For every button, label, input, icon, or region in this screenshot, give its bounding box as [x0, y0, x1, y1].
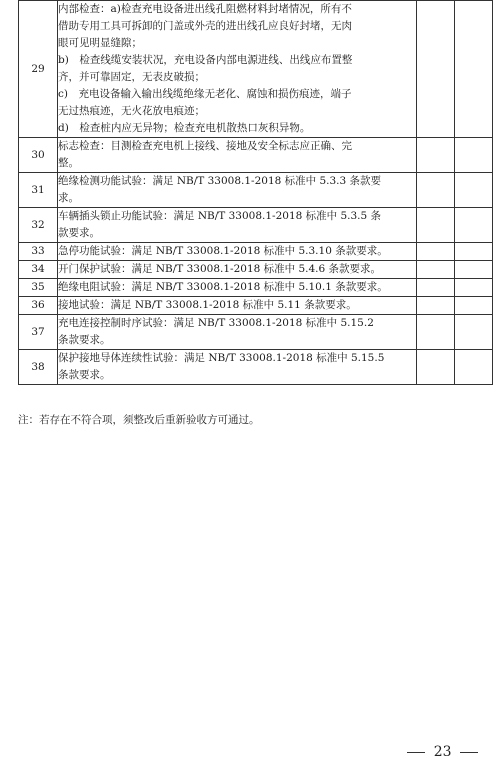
item-number: 31 — [19, 173, 58, 208]
item-description-line: 充电连接控制时序试验：满足 NB/T 33008.1-2018 标准中 5.15.2 — [58, 317, 374, 329]
item-description-line: 整。 — [58, 157, 79, 169]
result-cell — [417, 138, 455, 173]
item-description-line: 款要求。 — [58, 227, 100, 239]
item-number: 33 — [19, 243, 58, 261]
item-number: 38 — [19, 350, 58, 385]
item-number: 37 — [19, 315, 58, 350]
item-description-line: d) 检查桩内应无异物；检查充电机散热口灰积异物。 — [58, 122, 311, 134]
table-row — [19, 261, 493, 279]
page-footer — [403, 744, 482, 760]
item-description-line: 内部检查：a)检查充电设备进出线孔阻燃材料封堵情况，所有不 — [58, 3, 352, 15]
item-number: 29 — [19, 1, 58, 138]
inspection-table — [18, 0, 493, 385]
item-description — [58, 138, 417, 173]
table-row — [19, 1, 493, 138]
result-cell — [417, 1, 455, 138]
item-description-line: 条款要求。 — [58, 334, 111, 346]
item-description — [58, 279, 417, 297]
item-description-line: 保护接地导体连续性试验：满足 NB/T 33008.1-2018 标准中 5.15.5 — [58, 352, 385, 364]
table-row — [19, 243, 493, 261]
item-description — [58, 350, 417, 385]
item-description-line: 绝缘检测功能试验：满足 NB/T 33008.1-2018 标准中 5.3.3 条款要 — [58, 175, 382, 187]
table-row — [19, 208, 493, 243]
result-cell — [417, 261, 455, 279]
item-description — [58, 261, 417, 279]
item-description-line: 求。 — [58, 192, 79, 204]
remark-cell — [455, 208, 493, 243]
item-number: 35 — [19, 279, 58, 297]
result-cell — [417, 279, 455, 297]
result-cell — [417, 208, 455, 243]
footer-dash-left — [407, 752, 425, 753]
item-description-line: 齐，并可靠固定，无表皮破损； — [58, 71, 205, 83]
result-cell — [417, 350, 455, 385]
table-row — [19, 350, 493, 385]
item-description — [58, 243, 417, 261]
item-description — [58, 297, 417, 315]
item-description-line: 眼可见明显缝隙； — [58, 37, 142, 49]
result-cell — [417, 315, 455, 350]
result-cell — [417, 297, 455, 315]
remark-cell — [455, 138, 493, 173]
item-description-line: 条款要求。 — [58, 369, 111, 381]
item-description-line: c) 充电设备输入输出线缆绝缘无老化、腐蚀和损伤痕迹，端子 — [58, 88, 352, 100]
item-description-line: 无过热痕迹，无火花放电痕迹； — [58, 105, 205, 117]
item-description-line: 接地试验：满足 NB/T 33008.1-2018 标准中 5.11 条款要求。 — [58, 299, 357, 311]
item-description-line: 绝缘电阻试验：满足 NB/T 33008.1-2018 标准中 5.10.1 条款要求。 — [58, 281, 388, 293]
result-cell — [417, 243, 455, 261]
remark-cell — [455, 1, 493, 138]
item-description-line: 车辆插头锁止功能试验：满足 NB/T 33008.1-2018 标准中 5.3.5 条 — [58, 210, 382, 222]
table-row — [19, 279, 493, 297]
item-description-line: 急停功能试验：满足 NB/T 33008.1-2018 标准中 5.3.10 条款要求。 — [58, 245, 388, 257]
item-description-line: 借助专用工具可拆卸的门盖或外壳的进出线孔应良好封堵，无肉 — [58, 20, 352, 32]
item-number: 36 — [19, 297, 58, 315]
inspection-table-body — [19, 1, 493, 385]
item-number: 34 — [19, 261, 58, 279]
item-description — [58, 208, 417, 243]
remark-cell — [455, 350, 493, 385]
remark-cell — [455, 279, 493, 297]
item-description-line: 标志检查：目测检查充电机上接线、接地及安全标志应正确、完 — [58, 140, 352, 152]
footer-dash-right — [460, 752, 478, 753]
table-row — [19, 297, 493, 315]
item-description — [58, 315, 417, 350]
item-description-line: b) 检查线缆安装状况，充电设备内部电源进线、出线应布置整 — [58, 54, 353, 66]
table-row — [19, 138, 493, 173]
item-number: 30 — [19, 138, 58, 173]
remark-cell — [455, 297, 493, 315]
table-row — [19, 173, 493, 208]
item-number: 32 — [19, 208, 58, 243]
remark-cell — [455, 315, 493, 350]
remark-cell — [455, 243, 493, 261]
item-description — [58, 173, 417, 208]
table-row — [19, 315, 493, 350]
remark-cell — [455, 173, 493, 208]
page-number: 23 — [433, 744, 452, 760]
item-description — [58, 1, 417, 138]
remark-cell — [455, 261, 493, 279]
result-cell — [417, 173, 455, 208]
item-description-line: 开门保护试验：满足 NB/T 33008.1-2018 标准中 5.4.6 条款要求。 — [58, 263, 382, 275]
table-note: 注：若存在不符合项，须整改后重新验收方可通过。 — [18, 414, 260, 426]
